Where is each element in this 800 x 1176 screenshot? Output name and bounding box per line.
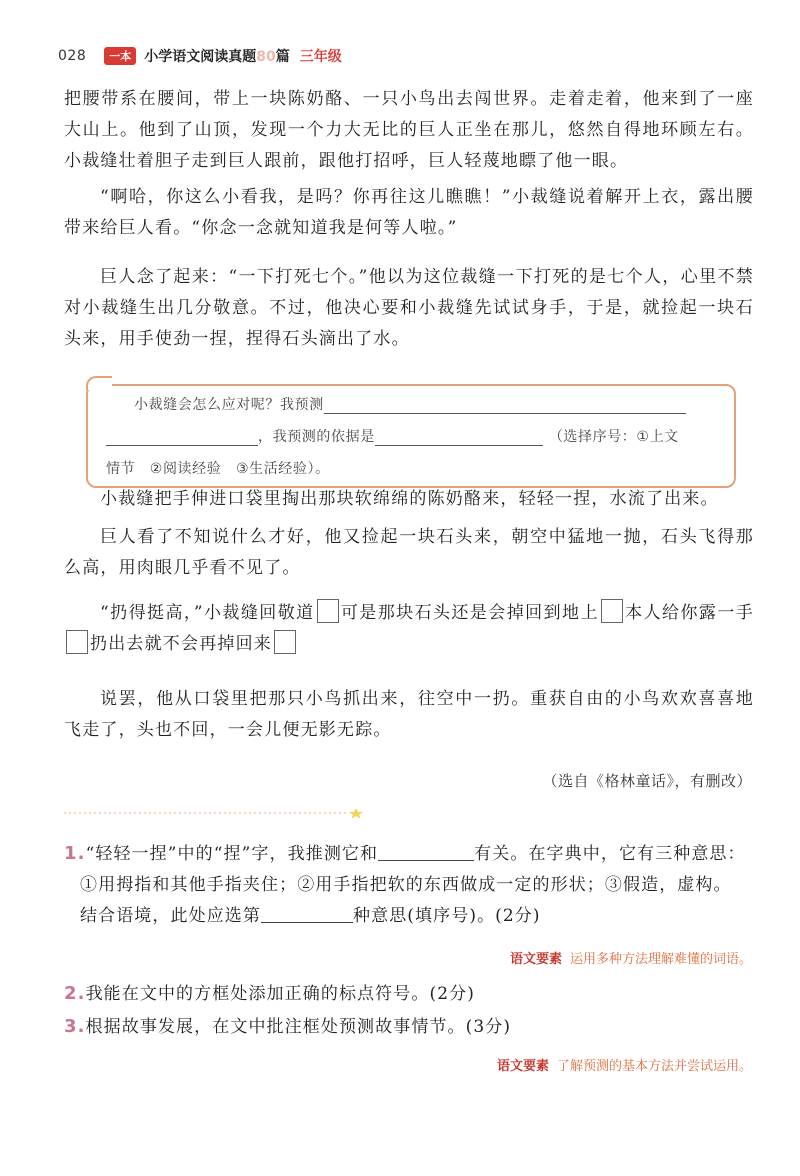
passage-paragraph-1: 把腰带系在腰间，带上一块陈奶酪、一只小鸟出去闯世界。走着走着，他来到了一座大山上。他到了山顶，发现一个力大无比的巨人正坐在那儿，悠然自得地环顾左右。小裁缝壮着胆子走到巨人跟前，跟他打招呼，巨人轻蔑地瞟了他一眼。 [64, 89, 754, 171]
question-1-answer-blank-1[interactable] [378, 841, 474, 861]
question-2 [64, 978, 764, 1010]
language-element-tag-2 [497, 1055, 752, 1074]
punctuation-box-1[interactable] [317, 599, 339, 623]
dialogue-part-1: “扔得挺高，”小裁缝回敬道 [100, 603, 315, 623]
passage-paragraph-6 [64, 598, 754, 660]
punctuation-box-2[interactable] [601, 599, 623, 623]
annotation-options-start: （选择序号：①上文 [548, 429, 679, 445]
annotation-line-1 [134, 394, 724, 414]
question-2-text: 我能在文中的方框处添加正确的标点符号。(2分) [85, 984, 475, 1004]
page-number: 028 [58, 48, 87, 64]
basis-blank[interactable] [375, 428, 543, 446]
question-1-text-d: 种意思(填序号)。(2分) [353, 906, 541, 926]
prediction-annotation-box [86, 384, 736, 488]
language-element-tag-1 [510, 948, 752, 967]
prediction-blank[interactable] [324, 396, 686, 414]
star-icon [349, 808, 363, 818]
passage-paragraph-7: 说罢，他从口袋里把那只小鸟抓出来，往空中一扔。重获自由的小鸟欢欢喜喜地飞走了，头也不回，一会儿便无影无踪。 [64, 689, 754, 740]
series-count: 80 [256, 49, 276, 65]
tag-1-text: 运用多种方法理解难懂的词语。 [569, 952, 752, 967]
question-1-line-3 [64, 901, 764, 932]
question-1 [64, 838, 764, 932]
question-3 [64, 1011, 764, 1043]
passage-paragraph-3: 巨人念了起来：“一下打死七个。”他以为这位裁缝一下打死的是七个人，心里不禁对小裁缝生出几分敬意。不过，他决心要和小裁缝先试试身手，于是，就捡起一块石头来，用手使劲一捏，捏得石头滴出了水。 [64, 267, 754, 349]
annotation-box-tab [86, 376, 112, 390]
annotation-basis-label: ，我预测的依据是 [258, 429, 375, 445]
page-header [58, 44, 342, 68]
question-1-text-a: “轻轻一捏”中的“捏”字，我推测它和 [85, 844, 379, 864]
series-title [144, 46, 289, 66]
series-suffix: 篇 [275, 49, 290, 65]
tag-1-label: 语文要素 [509, 952, 562, 967]
annotation-line-3 [106, 458, 726, 478]
question-1-text-c: 结合语境，此处应选第 [80, 906, 261, 926]
passage-paragraph-4: 小裁缝把手伸进口袋里掏出那块软绵绵的陈奶酪来，轻轻一捏，水流了出来。 [100, 489, 719, 509]
brand-logo: 一本 [104, 47, 136, 65]
passage-paragraph-5: 巨人看了不知说什么才好，他又捡起一块石头来，朝空中猛地一抛，石头飞得那么高，用肉眼几乎看不见了。 [64, 527, 754, 578]
tag-2-label: 语文要素 [496, 1059, 549, 1074]
question-1-text-b: 有关。在字典中，它有三种意思： [474, 844, 746, 864]
question-3-number: 3. [64, 1016, 86, 1037]
dialogue-part-2: 可是那块石头还是会掉回到地上 [340, 603, 599, 623]
tag-2-text: 了解预测的基本方法并尝试运用。 [556, 1059, 752, 1074]
question-1-number: 1. [64, 843, 86, 864]
source-citation: （选自《格林童话》，有删改） [542, 772, 752, 790]
prediction-blank-continued[interactable] [106, 428, 258, 446]
annotation-options-end: 情节 ②阅读经验 ③生活经验）。 [106, 461, 330, 477]
question-1-line-2: ①用拇指和其他手指夹住；②用手指把软的东西做成一定的形状；③假造，虚构。 [80, 875, 732, 895]
question-1-line-1 [64, 838, 764, 870]
annotation-prompt: 小裁缝会怎么应对呢？我预测 [134, 397, 324, 413]
passage-paragraph-2: “啊哈，你这么小看我，是吗？你再往这儿瞧瞧！”小裁缝说着解开上衣，露出腰带来给巨人看。“你念一念就知道我是何等人啦。” [64, 187, 754, 238]
series-title-text: 小学语文阅读真题 [144, 49, 257, 65]
punctuation-box-3[interactable] [66, 630, 88, 654]
decorative-divider [64, 808, 364, 818]
grade-label: 三年级 [299, 49, 342, 65]
dialogue-part-3: 本人给你露一手 [624, 603, 754, 623]
dialogue-part-4: 扔出去就不会再掉回来 [90, 634, 272, 654]
question-3-text: 根据故事发展，在文中批注框处预测故事情节。(3分) [85, 1017, 512, 1037]
question-1-answer-blank-2[interactable] [261, 903, 353, 923]
punctuation-box-4[interactable] [274, 630, 296, 654]
annotation-line-2 [106, 426, 726, 446]
question-2-number: 2. [64, 983, 86, 1004]
